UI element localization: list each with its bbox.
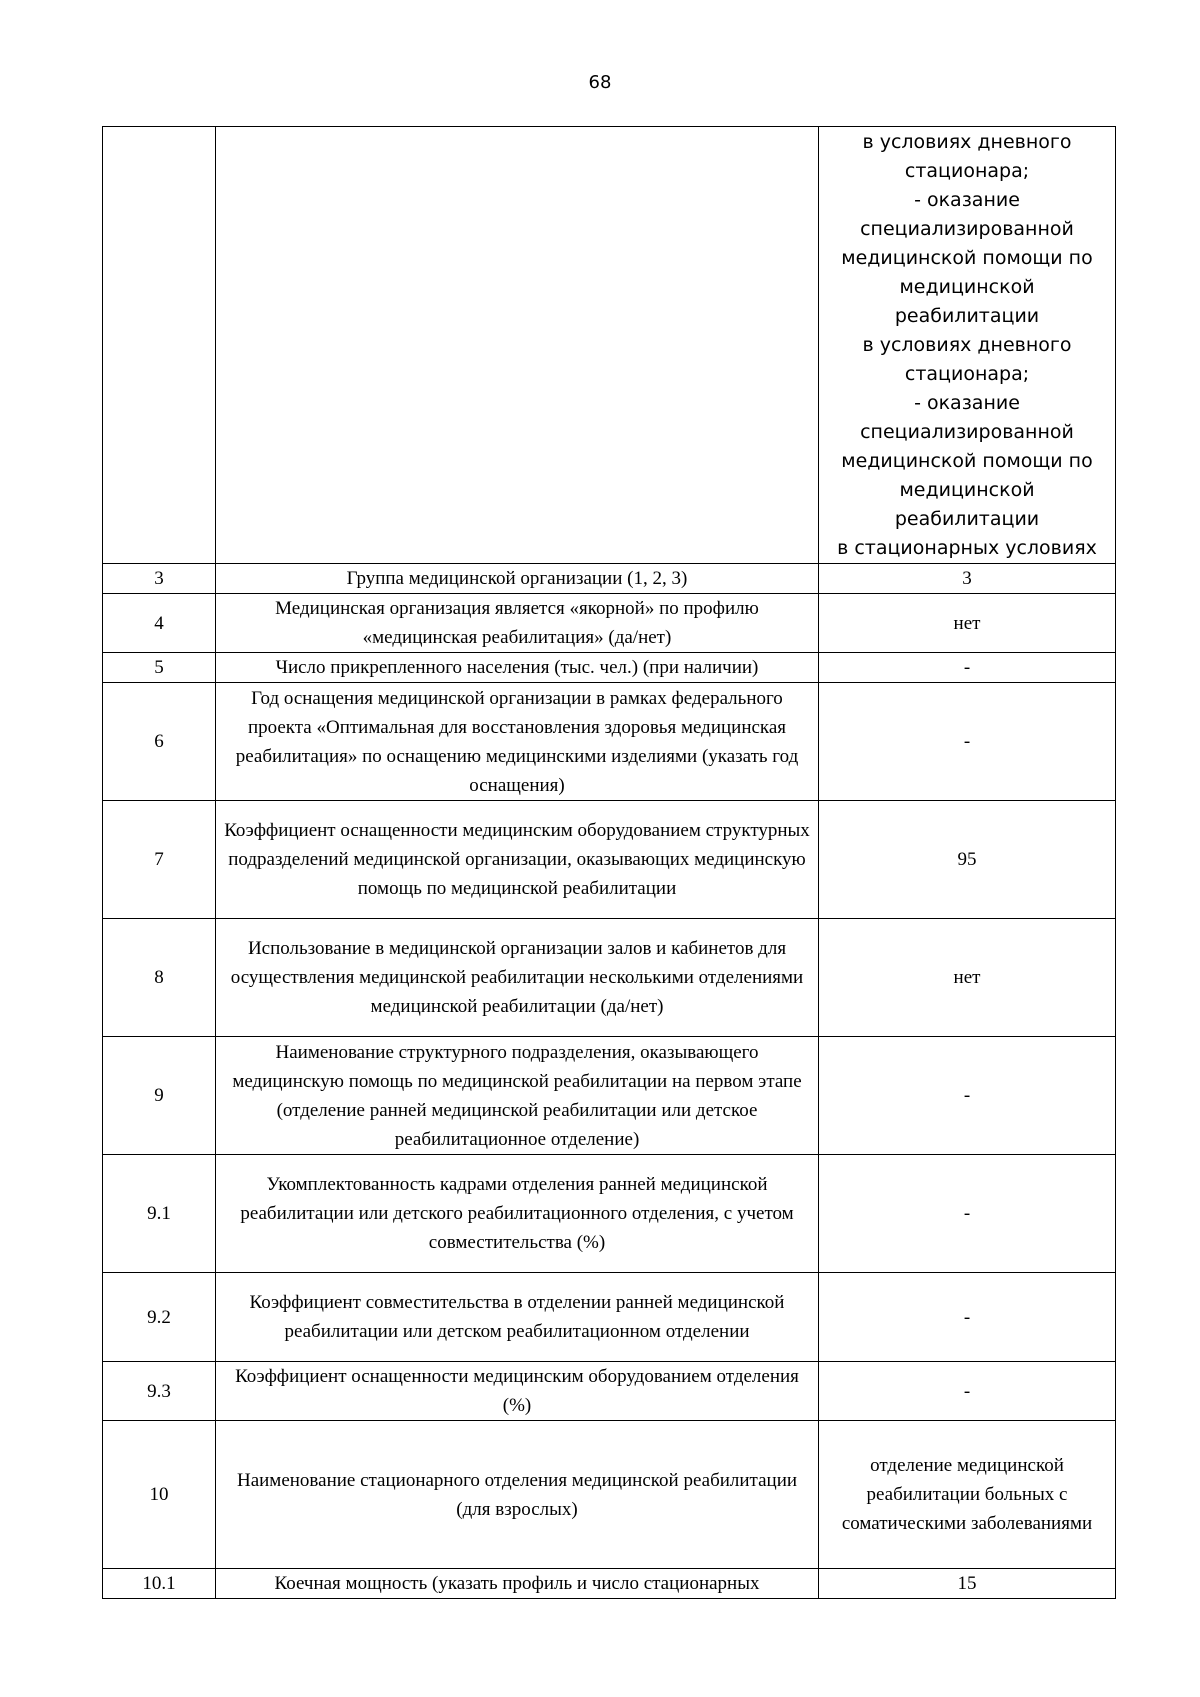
row-value: нет [819,594,1116,653]
row-value: - [819,1273,1116,1362]
table-row [103,919,1116,1037]
row-number: 9 [103,1037,216,1155]
table-row [103,1362,1116,1421]
table-row [103,1569,1116,1599]
row-number-cell [103,127,216,564]
row-description: Наименование стационарного отделения медицинской реабилитации (для взрослых) [216,1421,819,1569]
row-description: Коэффициент оснащенности медицинским оборудованием структурных подразделений медицинской организации, оказывающих медицинскую помощь по медицинской реабилитации [216,801,819,919]
page-number: 68 [588,72,612,93]
row-number: 4 [103,594,216,653]
indicators-table [102,126,1116,1599]
table-row [103,564,1116,594]
row-description: Укомплектованность кадрами отделения ранней медицинской реабилитации или детского реабилитационного отделения, с учетом совместительства (%) [216,1155,819,1273]
row-number: 5 [103,653,216,683]
row-value: - [819,1362,1116,1421]
row-number: 8 [103,919,216,1037]
row-description: Коечная мощность (указать профиль и число стационарных [216,1569,819,1599]
row-value: - [819,1037,1116,1155]
row-number: 6 [103,683,216,801]
row-value: - [819,683,1116,801]
table-row [103,653,1116,683]
row-description: Коэффициент оснащенности медицинским оборудованием отделения (%) [216,1362,819,1421]
row-description: Коэффициент совместительства в отделении ранней медицинской реабилитации или детском реабилитационном отделении [216,1273,819,1362]
row-description: Группа медицинской организации (1, 2, 3) [216,564,819,594]
row-number: 3 [103,564,216,594]
table-row [103,1037,1116,1155]
table-row [103,683,1116,801]
continuation-text: в условиях дневного стационара; - оказание специализированной медицинской помощи по медицинской реабилитации в условиях дневного стационара; - оказание специализированной медицинской помощи по медицинской реабилитации в стационарных условиях [837,131,1097,559]
row-value: - [819,1155,1116,1273]
table-row [103,127,1116,564]
row-number: 10 [103,1421,216,1569]
row-description: Число прикрепленного населения (тыс. чел.) (при наличии) [216,653,819,683]
row-description: Год оснащения медицинской организации в рамках федерального проекта «Оптимальная для восстановления здоровья медицинская реабилитация» по оснащению медицинскими изделиями (указать год оснащения) [216,683,819,801]
table-row [103,1273,1116,1362]
row-number: 9.3 [103,1362,216,1421]
row-description-cell [216,127,819,564]
row-value: - [819,653,1116,683]
row-value: 95 [819,801,1116,919]
row-number: 10.1 [103,1569,216,1599]
row-number: 9.1 [103,1155,216,1273]
table-row [103,594,1116,653]
row-description: Наименование структурного подразделения, оказывающего медицинскую помощь по медицинской реабилитации на первом этапе (отделение ранней медицинской реабилитации или детское реабилитационное отделение) [216,1037,819,1155]
table-row [103,1155,1116,1273]
row-number: 7 [103,801,216,919]
row-value: 15 [819,1569,1116,1599]
row-value: 3 [819,564,1116,594]
row-number: 9.2 [103,1273,216,1362]
row-value: отделение медицинской реабилитации больных с соматическими заболеваниями [819,1421,1116,1569]
row-description: Использование в медицинской организации залов и кабинетов для осуществления медицинской реабилитации несколькими отделениями медицинской реабилитации (да/нет) [216,919,819,1037]
row-value: нет [819,919,1116,1037]
table-row [103,1421,1116,1569]
table-row [103,801,1116,919]
continuation-value-cell [819,127,1116,564]
row-description: Медицинская организация является «якорной» по профилю «медицинская реабилитация» (да/нет) [216,594,819,653]
